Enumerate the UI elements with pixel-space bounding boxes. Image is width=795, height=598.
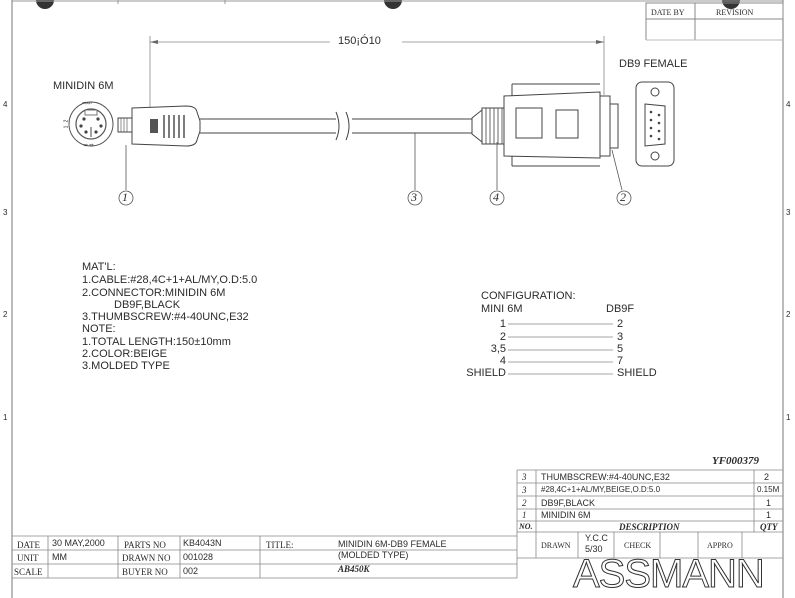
pin-label-6: 6 (83, 143, 90, 147)
bom-header-qty: QTY (760, 522, 778, 532)
title-line-2: (MOLDED TYPE) (338, 550, 409, 560)
cable-drawing (200, 112, 472, 140)
check-label: CHECK (624, 541, 652, 550)
pin-label-5: 5 (87, 101, 94, 105)
callout-3: 3 (411, 190, 417, 204)
notes-line-8: 2.COLOR:BEIGE (82, 348, 167, 360)
appro-label: APPRO (707, 541, 733, 550)
configuration-right-header: DB9F (606, 303, 635, 315)
border-mark-left-4: 4 (3, 100, 8, 109)
border-mark-right-1: 1 (786, 413, 791, 422)
bom-row-4-desc: MINIDIN 6M (541, 510, 591, 520)
configuration-title: CONFIGURATION: (481, 290, 576, 302)
border-mark-right-2: 2 (786, 310, 791, 319)
unit-label: UNIT (17, 553, 39, 563)
title-label: TITLE: (266, 540, 294, 550)
config-row-5-left: SHIELD (466, 367, 506, 379)
callout-4: 4 (493, 190, 499, 204)
bom-row-3-no: 2 (522, 498, 527, 508)
notes-line-5: 3.THUMBSCREW:#4-40UNC,E32 (82, 311, 249, 323)
notes-line-9: 3.MOLDED TYPE (82, 360, 170, 372)
bom-row-3-qty: 1 (766, 498, 772, 508)
drawn-date: 5/30 (585, 544, 603, 554)
callout-1: 1 (122, 190, 128, 204)
bom-row-1-no: 3 (522, 472, 527, 482)
border-mark-left-2: 2 (3, 310, 8, 319)
date-label: DATE (17, 540, 40, 550)
drawn-no-value: 001028 (183, 552, 214, 562)
scale-label: SCALE (14, 567, 43, 577)
date-value: 30 MAY,2000 (52, 538, 105, 548)
border-mark-left-1: 1 (3, 413, 8, 422)
length-dimension: 150¡Ó10 (338, 35, 381, 47)
config-row-3-left: 3,5 (490, 343, 506, 355)
bom-header-no: NO. (519, 522, 533, 531)
callout-2: 2 (620, 190, 626, 204)
bom-row-1-desc: THUMBSCREW:#4-40UNC,E32 (541, 472, 670, 482)
minidin-face-icon (69, 102, 113, 146)
buyer-no-value: 002 (183, 566, 199, 576)
pin-label-3: 3 (82, 101, 89, 105)
border-mark-right-3: 3 (786, 208, 791, 217)
config-row-1-left: 1 (499, 318, 506, 330)
notes-line-7: 1.TOTAL LENGTH:150±10mm (82, 336, 231, 348)
db9-connector-drawing (472, 84, 618, 166)
drawing-number: YF000379 (712, 455, 760, 467)
bom-row-2-qty: 0.15M (757, 485, 780, 494)
revision-date-by-label: DATE BY (651, 8, 685, 17)
configuration-left-header: MINI 6M (481, 303, 523, 315)
minidin-label: MINIDIN 6M (53, 80, 114, 92)
parts-no-label: PARTS NO (124, 540, 166, 550)
drawn-by: Y.C.C (585, 533, 608, 543)
config-row-4-right: 7 (617, 355, 624, 367)
border-mark-left-3: 3 (3, 208, 8, 217)
bom-row-1-qty: 2 (764, 472, 770, 482)
title-line-3: AB450K (338, 564, 370, 574)
config-row-4-left: 4 (499, 355, 506, 367)
db9-face-icon (636, 82, 674, 166)
notes-line-2: 1.CABLE:#28,4C+1+AL/MY,O.D:5.0 (82, 274, 258, 286)
notes-line-6: NOTE: (82, 323, 116, 335)
pin-label-1: 1 (63, 125, 70, 129)
bom-row-4-no: 1 (522, 510, 527, 520)
notes-line-4: DB9F,BLACK (114, 299, 181, 311)
bom-row-3-desc: DB9F,BLACK (541, 498, 596, 508)
parts-no-value: KB4043N (183, 538, 222, 548)
unit-value: MM (52, 552, 67, 562)
border-mark-right-4: 4 (786, 100, 791, 109)
minidin-connector-drawing (118, 106, 200, 146)
config-row-1-right: 2 (617, 318, 624, 330)
config-row-3-right: 5 (617, 343, 624, 355)
bom-row-2-desc: #28,4C+1+AL/MY,BEIGE,O.D:5.0 (541, 485, 661, 494)
config-row-2-left: 2 (499, 331, 506, 343)
notes-line-1: MAT'L: (82, 261, 116, 273)
revision-label: REVISION (716, 8, 754, 17)
assmann-logo: ASSMANN (573, 552, 764, 596)
title-line-1: MINIDIN 6M-DB9 FEMALE (338, 539, 447, 549)
notes-line-3: 2.CONNECTOR:MINIDIN 6M (82, 287, 226, 299)
drawn-label: DRAWN (541, 541, 571, 550)
pin-label-2: 2 (63, 119, 70, 123)
bom-row-4-qty: 1 (766, 510, 772, 520)
db9-label: DB9 FEMALE (619, 58, 688, 70)
config-row-2-right: 3 (617, 331, 624, 343)
buyer-no-label: BUYER NO (122, 567, 168, 577)
pin-label-4: 4 (89, 143, 96, 147)
config-row-5-right: SHIELD (617, 367, 657, 379)
drawn-no-label: DRAWN NO (122, 553, 171, 563)
bom-header-desc: DESCRIPTION (619, 522, 680, 532)
bom-row-2-no: 3 (522, 485, 527, 495)
